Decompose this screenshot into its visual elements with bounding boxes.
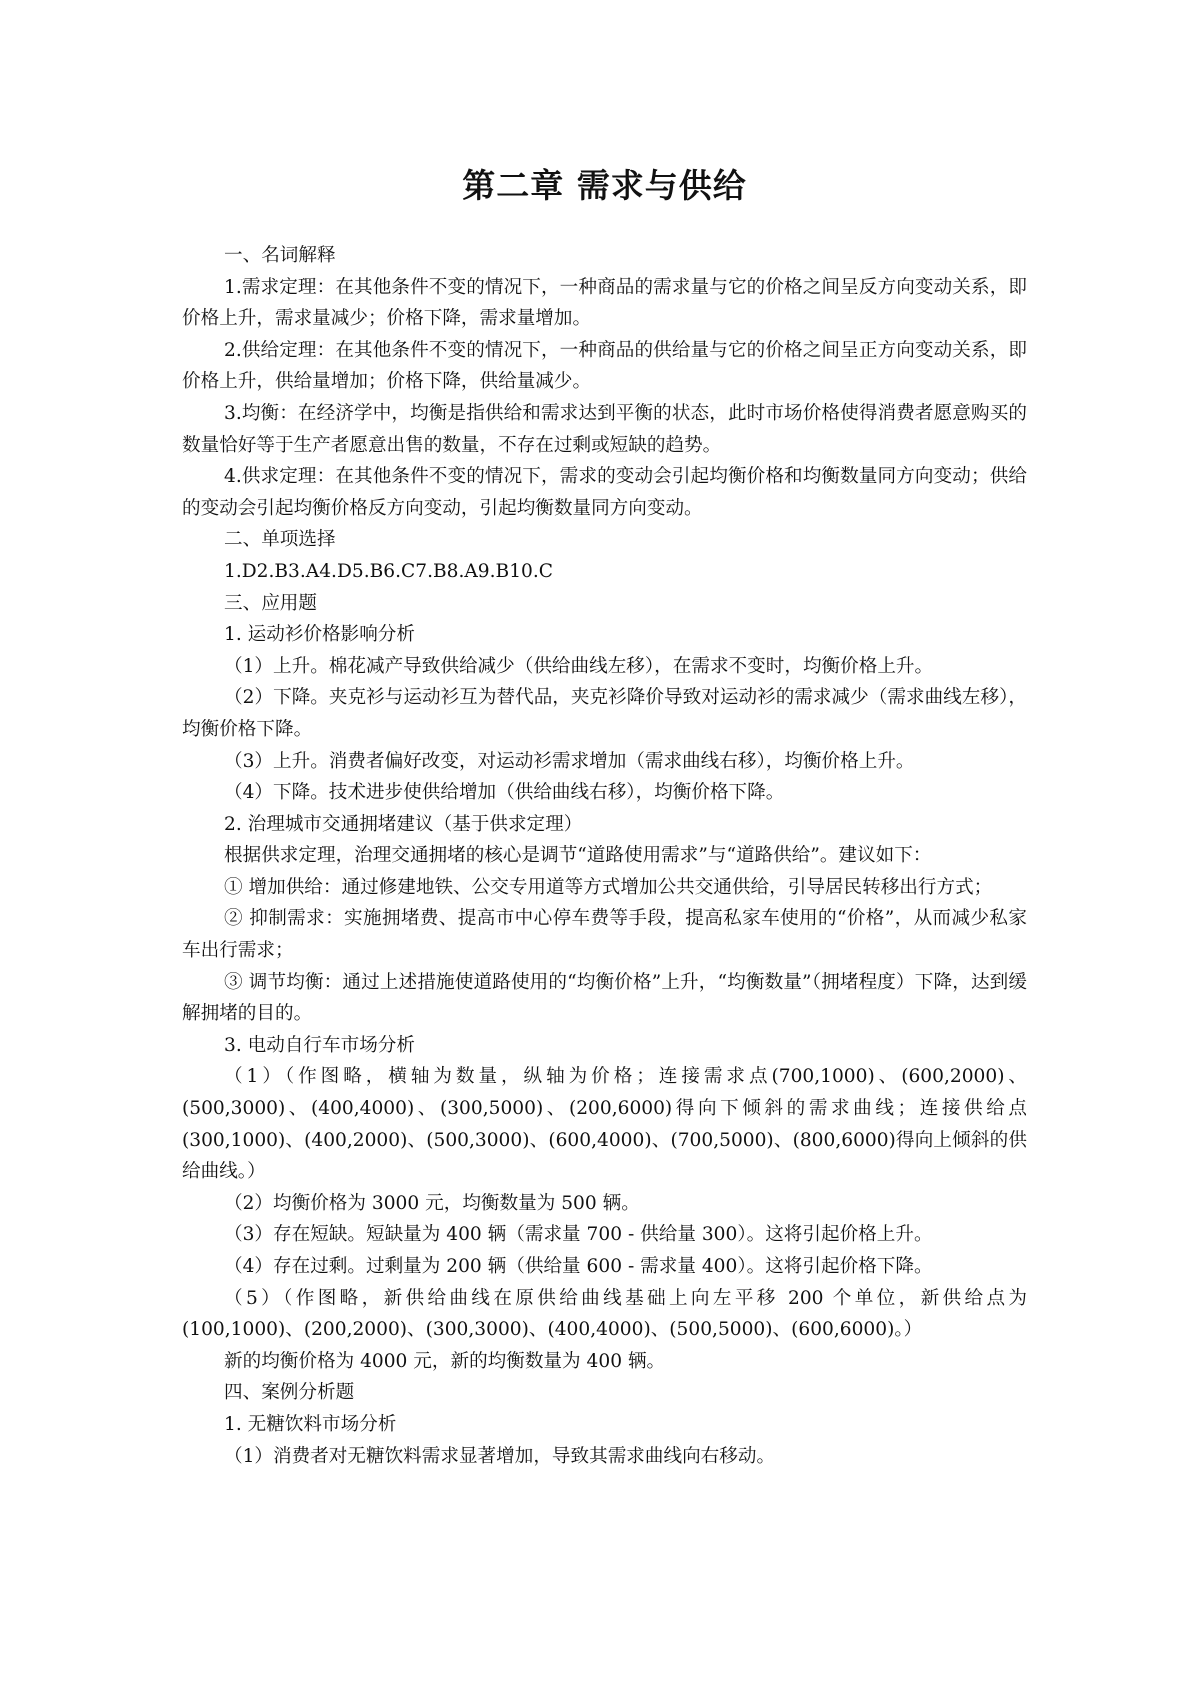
answer-paragraph: （1）（作图略，横轴为数量，纵轴为价格；连接需求点(700,1000)、(600,2000)、(500,3000)、(400,4000)、(300,5000)、(200,6000)得向下倾斜的需求曲线；连接供给点(300,1000)、(400,2000)、(500,3000)、(600,4000)、(700,5000)、(800,6000)得向上倾斜的供给曲线。） <box>182 1066 1027 1183</box>
answer-paragraph: （5）（作图略，新供给曲线在原供给曲线基础上向左平移 200 个单位，新供给点为(100,1000)、(200,2000)、(300,3000)、(400,4000)、(500,5000)、(600,6000)。） <box>182 1287 1027 1341</box>
section-heading-application: 三、应用题 <box>224 592 317 614</box>
question-heading-sugar-free: 1. 无糖饮料市场分析 <box>224 1413 397 1435</box>
section-heading-single-choice: 二、单项选择 <box>224 529 336 551</box>
answer-paragraph: （2）均衡价格为 3000 元，均衡数量为 500 辆。 <box>224 1192 640 1214</box>
answer-paragraph: （1）消费者对无糖饮料需求显著增加，导致其需求曲线向右移动。 <box>224 1445 776 1467</box>
chapter-title: 第二章 需求与供给 <box>462 166 747 205</box>
section-heading-terms: 一、名词解释 <box>224 245 336 266</box>
question-heading-sportswear: 1. 运动衫价格影响分析 <box>224 624 415 646</box>
section-heading-case-analysis: 四、案例分析题 <box>224 1382 355 1404</box>
term-supply-law: 2.供给定理：在其他条件不变的情况下，一种商品的供给量与它的价格之间呈正方向变动关系，即价格上升，供给量增加；价格下降，供给量减少。 <box>182 339 1027 393</box>
answer-paragraph: 新的均衡价格为 4000 元，新的均衡数量为 400 辆。 <box>224 1350 666 1372</box>
answer-paragraph: （4）存在过剩。过剩量为 200 辆（供给量 600 - 需求量 400）。这将引起价格下降。 <box>224 1256 933 1277</box>
question-heading-traffic: 2. 治理城市交通拥堵建议（基于供求定理） <box>224 813 583 835</box>
answer-paragraph: 根据供求定理，治理交通拥堵的核心是调节“道路使用需求”与“道路供给”。建议如下： <box>224 845 932 867</box>
question-heading-ebike: 3. 电动自行车市场分析 <box>224 1034 415 1056</box>
term-supply-demand-law: 4.供求定理：在其他条件不变的情况下，需求的变动会引起均衡价格和均衡数量同方向变动；供给的变动会引起均衡价格反方向变动，引起均衡数量同方向变动。 <box>182 466 1027 519</box>
answer-paragraph: （3）上升。消费者偏好改变，对运动衫需求增加（需求曲线右移），均衡价格上升。 <box>224 750 915 772</box>
term-demand-law: 1.需求定理：在其他条件不变的情况下，一种商品的需求量与它的价格之间呈反方向变动关系，即价格上升，需求量减少；价格下降，需求量增加。 <box>182 276 1027 330</box>
answer-paragraph: ① 增加供给：通过修建地铁、公交专用道等方式增加公共交通供给，引导居民转移出行方式； <box>224 876 993 898</box>
term-equilibrium: 3.均衡：在经济学中，均衡是指供给和需求达到平衡的状态，此时市场价格使得消费者愿意购买的数量恰好等于生产者愿意出售的数量，不存在过剩或短缺的趋势。 <box>182 402 1027 456</box>
answer-paragraph: （4）下降。技术进步使供给增加（供给曲线右移），均衡价格下降。 <box>224 782 785 804</box>
single-choice-answers: 1.D2.B3.A4.D5.B6.C7.B8.A9.B10.C <box>224 560 554 582</box>
answer-paragraph: ② 抑制需求：实施拥堵费、提高市中心停车费等手段，提高私家车使用的“价格”，从而减少私家车出行需求； <box>182 908 1027 962</box>
answer-paragraph: ③ 调节均衡：通过上述措施使道路使用的“均衡价格”上升，“均衡数量”（拥堵程度）下降，达到缓解拥堵的目的。 <box>182 971 1027 1025</box>
document-body <box>182 240 1027 1472</box>
answer-paragraph: （3）存在短缺。短缺量为 400 辆（需求量 700 - 供给量 300）。这将引起价格上升。 <box>224 1224 933 1246</box>
answer-paragraph: （2）下降。夹克衫与运动衫互为替代品，夹克衫降价导致对运动衫的需求减少（需求曲线左移），均衡价格下降。 <box>182 687 1027 740</box>
answer-paragraph: （1）上升。棉花减产导致供给减少（供给曲线左移），在需求不变时，均衡价格上升。 <box>224 655 934 677</box>
